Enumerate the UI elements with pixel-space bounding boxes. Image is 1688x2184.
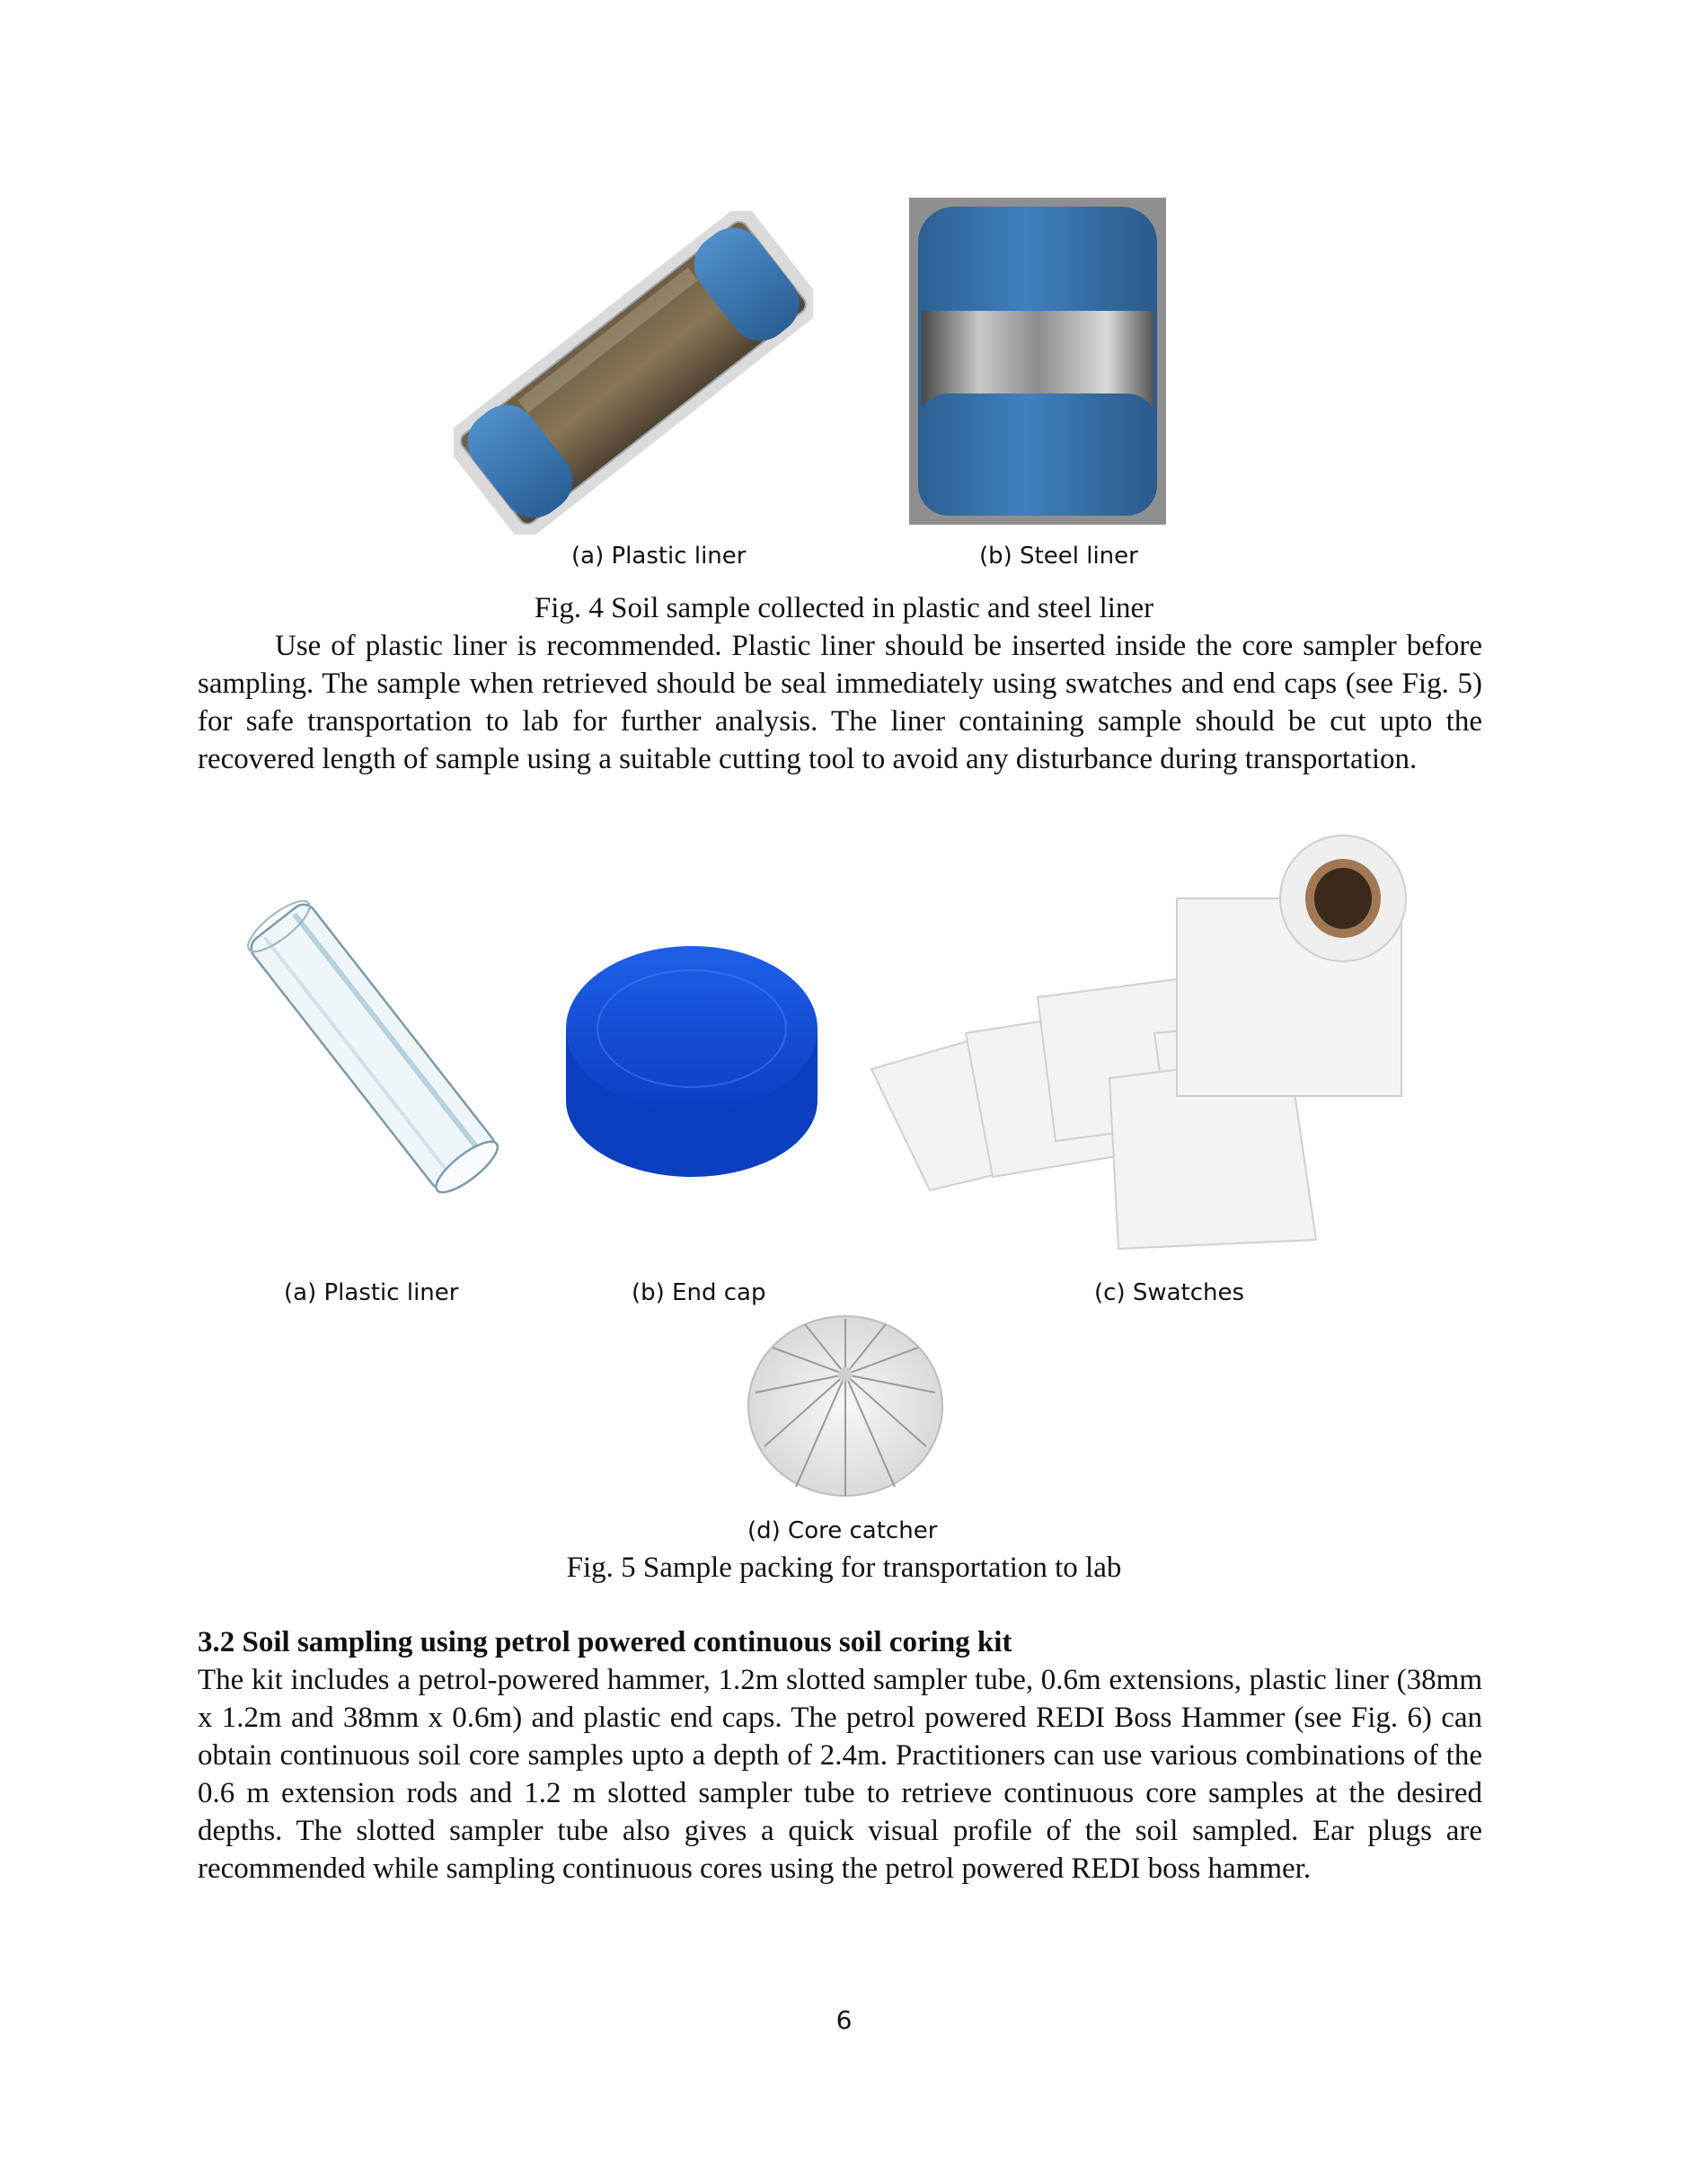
paragraph-liner-usage — [198, 627, 1482, 778]
figure-4-title: Fig. 4 Soil sample collected in plastic and steel liner — [534, 592, 1154, 624]
figure-5-image-plastic-liner — [229, 898, 517, 1195]
figure-4-image-steel-liner — [909, 198, 1166, 525]
figure-5-title: Fig. 5 Sample packing for transportation to lab — [566, 1552, 1122, 1584]
page-number: 6 — [835, 2005, 853, 2035]
paragraph-liner-usage-text: Use of plastic liner is recommended. Plastic liner should be inserted inside the core sampler before sampling. The sample when retrieved should be seal immediately using swatches and end caps (see Fig. 5) for safe transportation to lab for further analysis. The liner containing sample should be cut upto the recovered length of sample using a suitable cutting tool to avoid any disturbance during transportation. — [198, 630, 1482, 775]
figure-5c-caption: (c) Swatches — [1094, 1279, 1245, 1306]
figure-5a-caption: (a) Plastic liner — [284, 1279, 459, 1306]
figure-5-image-swatches — [867, 827, 1451, 1258]
figure-5-image-core-catcher — [742, 1312, 949, 1500]
figure-5b-caption: (b) End cap — [632, 1279, 766, 1306]
section-heading: 3.2 Soil sampling using petrol powered continuous soil coring kit — [198, 1626, 1012, 1658]
figure-5d-caption: (d) Core catcher — [747, 1517, 938, 1544]
figure-4a-caption: (a) Plastic liner — [571, 543, 747, 570]
section-body: The kit includes a petrol-powered hammer, 1.2m slotted sampler tube, 0.6m extensions, plastic liner (38mm x 1.2m and 38mm x 0.6m) and plastic end caps. The petrol powered REDI Boss Hammer (see Fig. 6) can obtain continuous soil core samples upto a depth of 2.4m. Practitioners can use various combinations of the 0.6 m extension rods and 1.2 m slotted sampler tube to retrieve continuous core samples at the desired depths. The slotted sampler tube also gives a quick visual profile of the soil sampled. Ear plugs are recommended while sampling continuous cores using the petrol powered REDI boss hammer. — [198, 1664, 1482, 1885]
figure-5-image-end-cap — [557, 930, 826, 1186]
figure-4b-caption: (b) Steel liner — [979, 543, 1138, 570]
figure-4-image-plastic-liner — [454, 211, 813, 535]
